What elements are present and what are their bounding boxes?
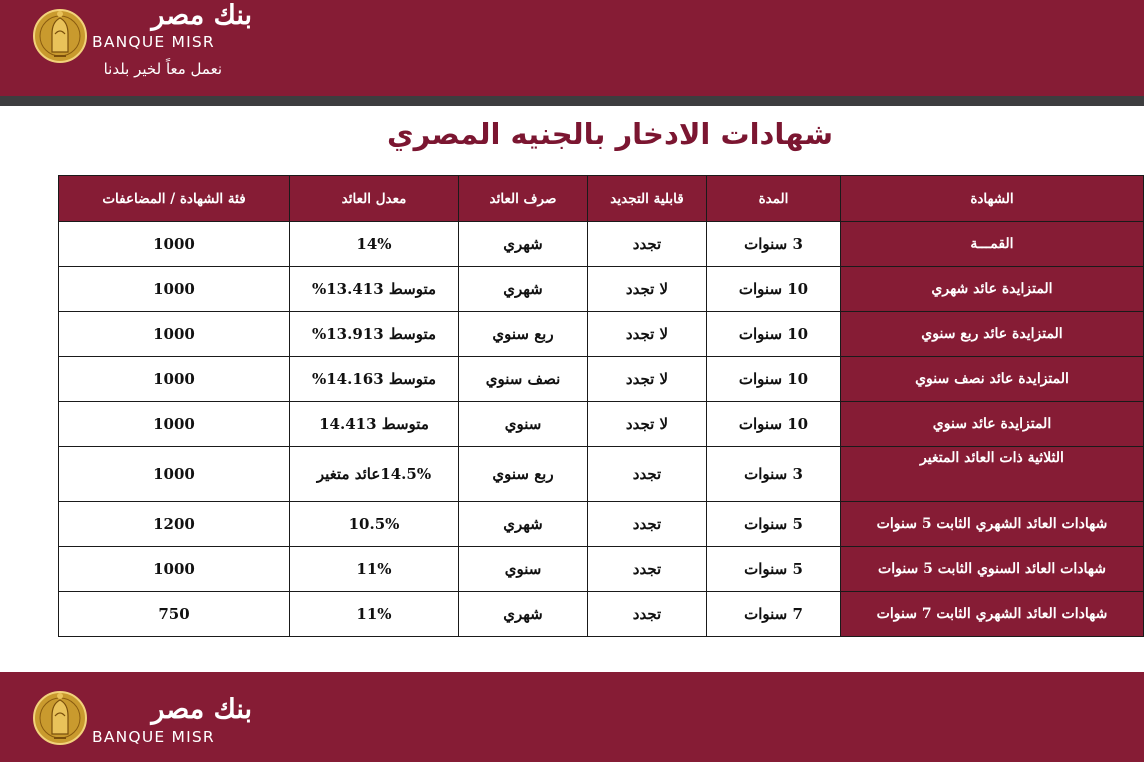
table-row (59, 222, 1144, 267)
brand-logo[interactable] (28, 0, 252, 96)
payout-cell: سنوي (459, 402, 588, 447)
table-row (59, 402, 1144, 447)
denomination-cell: 1000 (59, 547, 290, 592)
duration-cell: 5 سنوات (707, 547, 841, 592)
brand-slogan: نعمل معاً لخير بلدنا (103, 60, 222, 78)
certificate-name: الثلاثية ذات العائد المتغير (841, 447, 1144, 502)
header-certificate: الشهادة (841, 176, 1144, 222)
certificate-name: شهادات العائد الشهري الثابت 5 سنوات (841, 502, 1144, 547)
brand-name-arabic: بنك مصر (151, 694, 252, 725)
rate-cell: متوسط 14.163% (290, 357, 459, 402)
duration-cell: 5 سنوات (707, 502, 841, 547)
denomination-cell: 1200 (59, 502, 290, 547)
header-banner (0, 0, 1144, 96)
table-row (59, 447, 1144, 502)
rate-cell: 11% (290, 592, 459, 637)
rate-cell: 14.5%عائد متغير (290, 447, 459, 502)
renewability-cell: لا تجدد (588, 267, 707, 312)
certificate-name: المتزايدة عائد شهري (841, 267, 1144, 312)
header-denomination: فئة الشهادة / المضاعفات (59, 176, 290, 222)
table-row (59, 592, 1144, 637)
renewability-cell: لا تجدد (588, 402, 707, 447)
brand-name-english: BANQUE MISR (92, 728, 215, 746)
pharaoh-emblem-icon (30, 4, 90, 64)
header-payout: صرف العائد (459, 176, 588, 222)
rate-cell: 14% (290, 222, 459, 267)
renewability-cell: تجدد (588, 447, 707, 502)
duration-cell: 10 سنوات (707, 402, 841, 447)
certificate-name: المتزايدة عائد نصف سنوي (841, 357, 1144, 402)
renewability-cell: تجدد (588, 502, 707, 547)
duration-cell: 10 سنوات (707, 267, 841, 312)
renewability-cell: لا تجدد (588, 357, 707, 402)
table-row (59, 267, 1144, 312)
payout-cell: شهري (459, 267, 588, 312)
duration-cell: 10 سنوات (707, 312, 841, 357)
renewability-cell: تجدد (588, 592, 707, 637)
payout-cell: ربع سنوي (459, 447, 588, 502)
duration-cell: 7 سنوات (707, 592, 841, 637)
footer-banner (0, 672, 1144, 762)
payout-cell: ربع سنوي (459, 312, 588, 357)
rate-cell: 10.5% (290, 502, 459, 547)
renewability-cell: تجدد (588, 547, 707, 592)
savings-certificates-table (58, 175, 1144, 637)
footer-brand-logo[interactable] (28, 672, 252, 768)
table-header-row (59, 176, 1144, 222)
certificate-name: شهادات العائد السنوي الثابت 5 سنوات (841, 547, 1144, 592)
certificate-name: المتزايدة عائد سنوي (841, 402, 1144, 447)
certificate-name: القمـــة (841, 222, 1144, 267)
certificate-name: المتزايدة عائد ربع سنوي (841, 312, 1144, 357)
rate-cell: متوسط 14.413 (290, 402, 459, 447)
payout-cell: شهري (459, 502, 588, 547)
page-title: شهادات الادخار بالجنيه المصري (386, 117, 833, 151)
duration-cell: 10 سنوات (707, 357, 841, 402)
renewability-cell: لا تجدد (588, 312, 707, 357)
rate-cell: متوسط 13.913% (290, 312, 459, 357)
table-row (59, 357, 1144, 402)
payout-cell: شهري (459, 222, 588, 267)
rate-cell: متوسط 13.413% (290, 267, 459, 312)
denomination-cell: 1000 (59, 357, 290, 402)
rate-cell: 11% (290, 547, 459, 592)
duration-cell: 3 سنوات (707, 222, 841, 267)
payout-cell: سنوي (459, 547, 588, 592)
brand-name-arabic: بنك مصر (151, 0, 252, 31)
denomination-cell: 1000 (59, 222, 290, 267)
duration-cell: 3 سنوات (707, 447, 841, 502)
header-duration: المدة (707, 176, 841, 222)
pharaoh-emblem-icon (30, 686, 90, 746)
denomination-cell: 1000 (59, 312, 290, 357)
header-rate: معدل العائد (290, 176, 459, 222)
payout-cell: شهري (459, 592, 588, 637)
certificate-name: شهادات العائد الشهري الثابت 7 سنوات (841, 592, 1144, 637)
table-row (59, 312, 1144, 357)
denomination-cell: 1000 (59, 402, 290, 447)
payout-cell: نصف سنوي (459, 357, 588, 402)
table-row (59, 547, 1144, 592)
brand-name-english: BANQUE MISR (92, 33, 215, 51)
header-renewability: قابلية التجديد (588, 176, 707, 222)
header-divider-strip (0, 96, 1144, 106)
denomination-cell: 1000 (59, 447, 290, 502)
denomination-cell: 1000 (59, 267, 290, 312)
renewability-cell: تجدد (588, 222, 707, 267)
table-row (59, 502, 1144, 547)
denomination-cell: 750 (59, 592, 290, 637)
